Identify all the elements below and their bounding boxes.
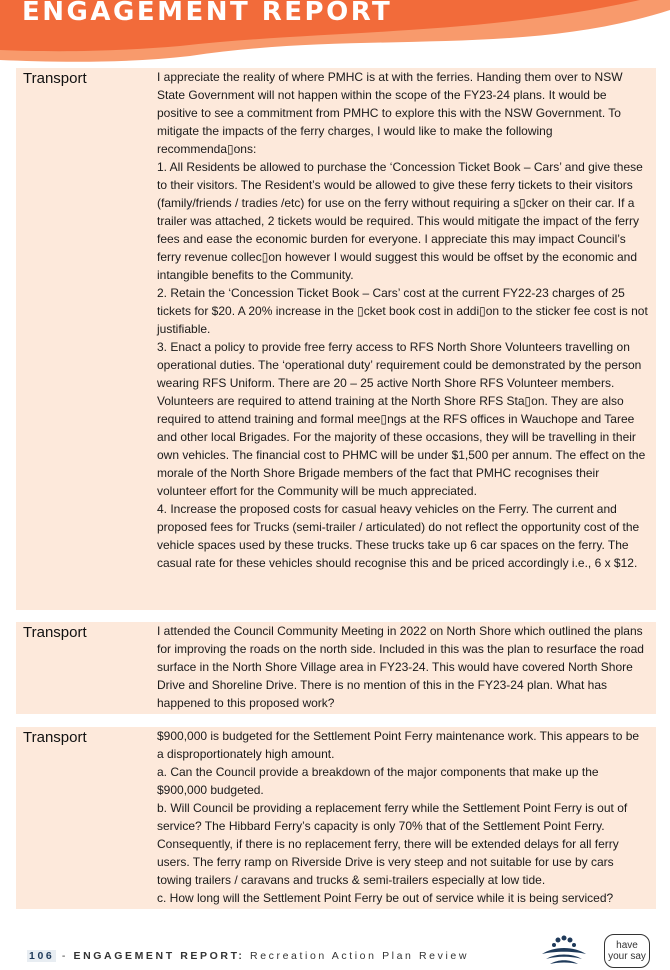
page-footer: [27, 950, 469, 962]
entry-paragraph: b. Will Council be providing a replacement ferry while the Settlement Point Ferry is out of service? The Hibbard Ferry’s capacity is only 70% that of the Settlement Point Ferry. Consequently, if there is no replacement ferry, there will be extended delays for all ferry users. The ferry ramp on Riverside Drive is very steep and not suitable for use by cars towing trailers / caravans and trucks & semi-trailers especially at low tide.: [157, 801, 628, 887]
entry-paragraph: a. Can the Council provide a breakdown of the major components that make up the $900,000 budgeted.: [157, 765, 599, 797]
entry-paragraph: Volunteers are required to attend training at the North Shore RFS Sta▯on. They are also required to attend training and formal mee▯ngs at the RFS offices in Wauchope and Taree and other local Brigades. For the majority of these occasions, they will be travelling in their own vehicles. The financial cost to PHMC will be under $1,500 per annum. The effect on the morale of the North Shore Brigade members of the fact that PMHC recognises their volunteer effort for the Community will be much appreciated.: [157, 394, 646, 498]
entry-paragraph: 3. Enact a policy to provide free ferry access to RFS North Shore Volunteers travelling on operational duties. The ‘operational duty’ requirement could be demonstrated by the person wearing RFS Uniform. There are 20 – 25 active North Shore RFS Volunteer members.: [157, 340, 642, 390]
entry-body: [157, 622, 649, 712]
entry-row: [16, 727, 656, 909]
entry-paragraph: 4. Increase the proposed costs for casual heavy vehicles on the Ferry. The current and proposed fees for Trucks (semi-trailer / articulated) do not reflect the opportunity cost of the vehicle spaces used by these trucks. These trucks take up 6 car spaces on the ferry. The casual rate for these vehicles should recognise this and be priced accordingly i.e., 6 x $12.: [157, 502, 640, 570]
entry-paragraph: I attended the Council Community Meeting in 2022 on North Shore which outlined the plans for improving the roads on the north side. Included in this was the plan to resurface the road surface in the North Shore Village area in FY23-24. This would have covered North Shore Drive and Shoreline Drive. There is no mention of this in the FY23-24 plan. What has happened to this proposed work?: [157, 624, 644, 710]
entry-paragraph: I appreciate the reality of where PMHC is at with the ferries. Handing them over to NSW State Government will not happen within the scope of the FY23-24 plans. It would be positive to see a commitment from PMHC to explore this with the NSW Government. To mitigate the impacts of the ferry charges, I would like to make the following recommenda▯ons:: [157, 70, 623, 156]
footer-separator: -: [56, 950, 74, 962]
entry-paragraph: c. How long will the Settlement Point Ferry be out of service while it is being serviced?: [157, 891, 614, 905]
council-logo-icon: [536, 934, 592, 970]
entry-row: [16, 622, 656, 714]
entry-body: [157, 727, 649, 907]
entry-body: [157, 68, 649, 572]
entry-paragraph: 2. Retain the ‘Concession Ticket Book – Cars’ cost at the current FY22-23 charges of 25 tickets for $20. A 20% increase in the ▯cket book cost in addi▯on to the sticker fee cost is not justifiable.: [157, 286, 648, 336]
entry-category: Transport: [23, 729, 87, 746]
page-title: ENGAGEMENT REPORT: [22, 0, 393, 27]
header-banner: [0, 0, 670, 64]
footer-report-label: ENGAGEMENT REPORT:: [73, 950, 245, 962]
entry-row: [16, 68, 656, 610]
footer-subtitle: Recreation Action Plan Review: [244, 950, 470, 962]
logo-text-line: have: [616, 940, 638, 951]
have-your-say-logo: [604, 934, 650, 968]
page-number: 106: [29, 950, 55, 962]
entry-category: Transport: [23, 70, 87, 87]
entry-category: Transport: [23, 624, 87, 641]
entry-paragraph: 1. All Residents be allowed to purchase the ‘Concession Ticket Book – Cars’ and give these to their visitors. The Resident’s would be allowed to give these ferry tickets to their visitors (family/friends / tradies /etc) for use on the ferry without requiring a s▯cker on their car. If a trailer was attached, 2 tickets would be required. This would mitigate the impact of the ferry fees and ease the economic burden for everyone. I appreciate this may impact Council’s ferry revenue collec▯on however I would suggest this would be offset by the economic and intangible benefits to the Community.: [157, 160, 643, 282]
logo-text-line: your say: [608, 951, 646, 962]
entry-paragraph: $900,000 is budgeted for the Settlement Point Ferry maintenance work. This appears to be a disproportionately high amount.: [157, 729, 640, 761]
